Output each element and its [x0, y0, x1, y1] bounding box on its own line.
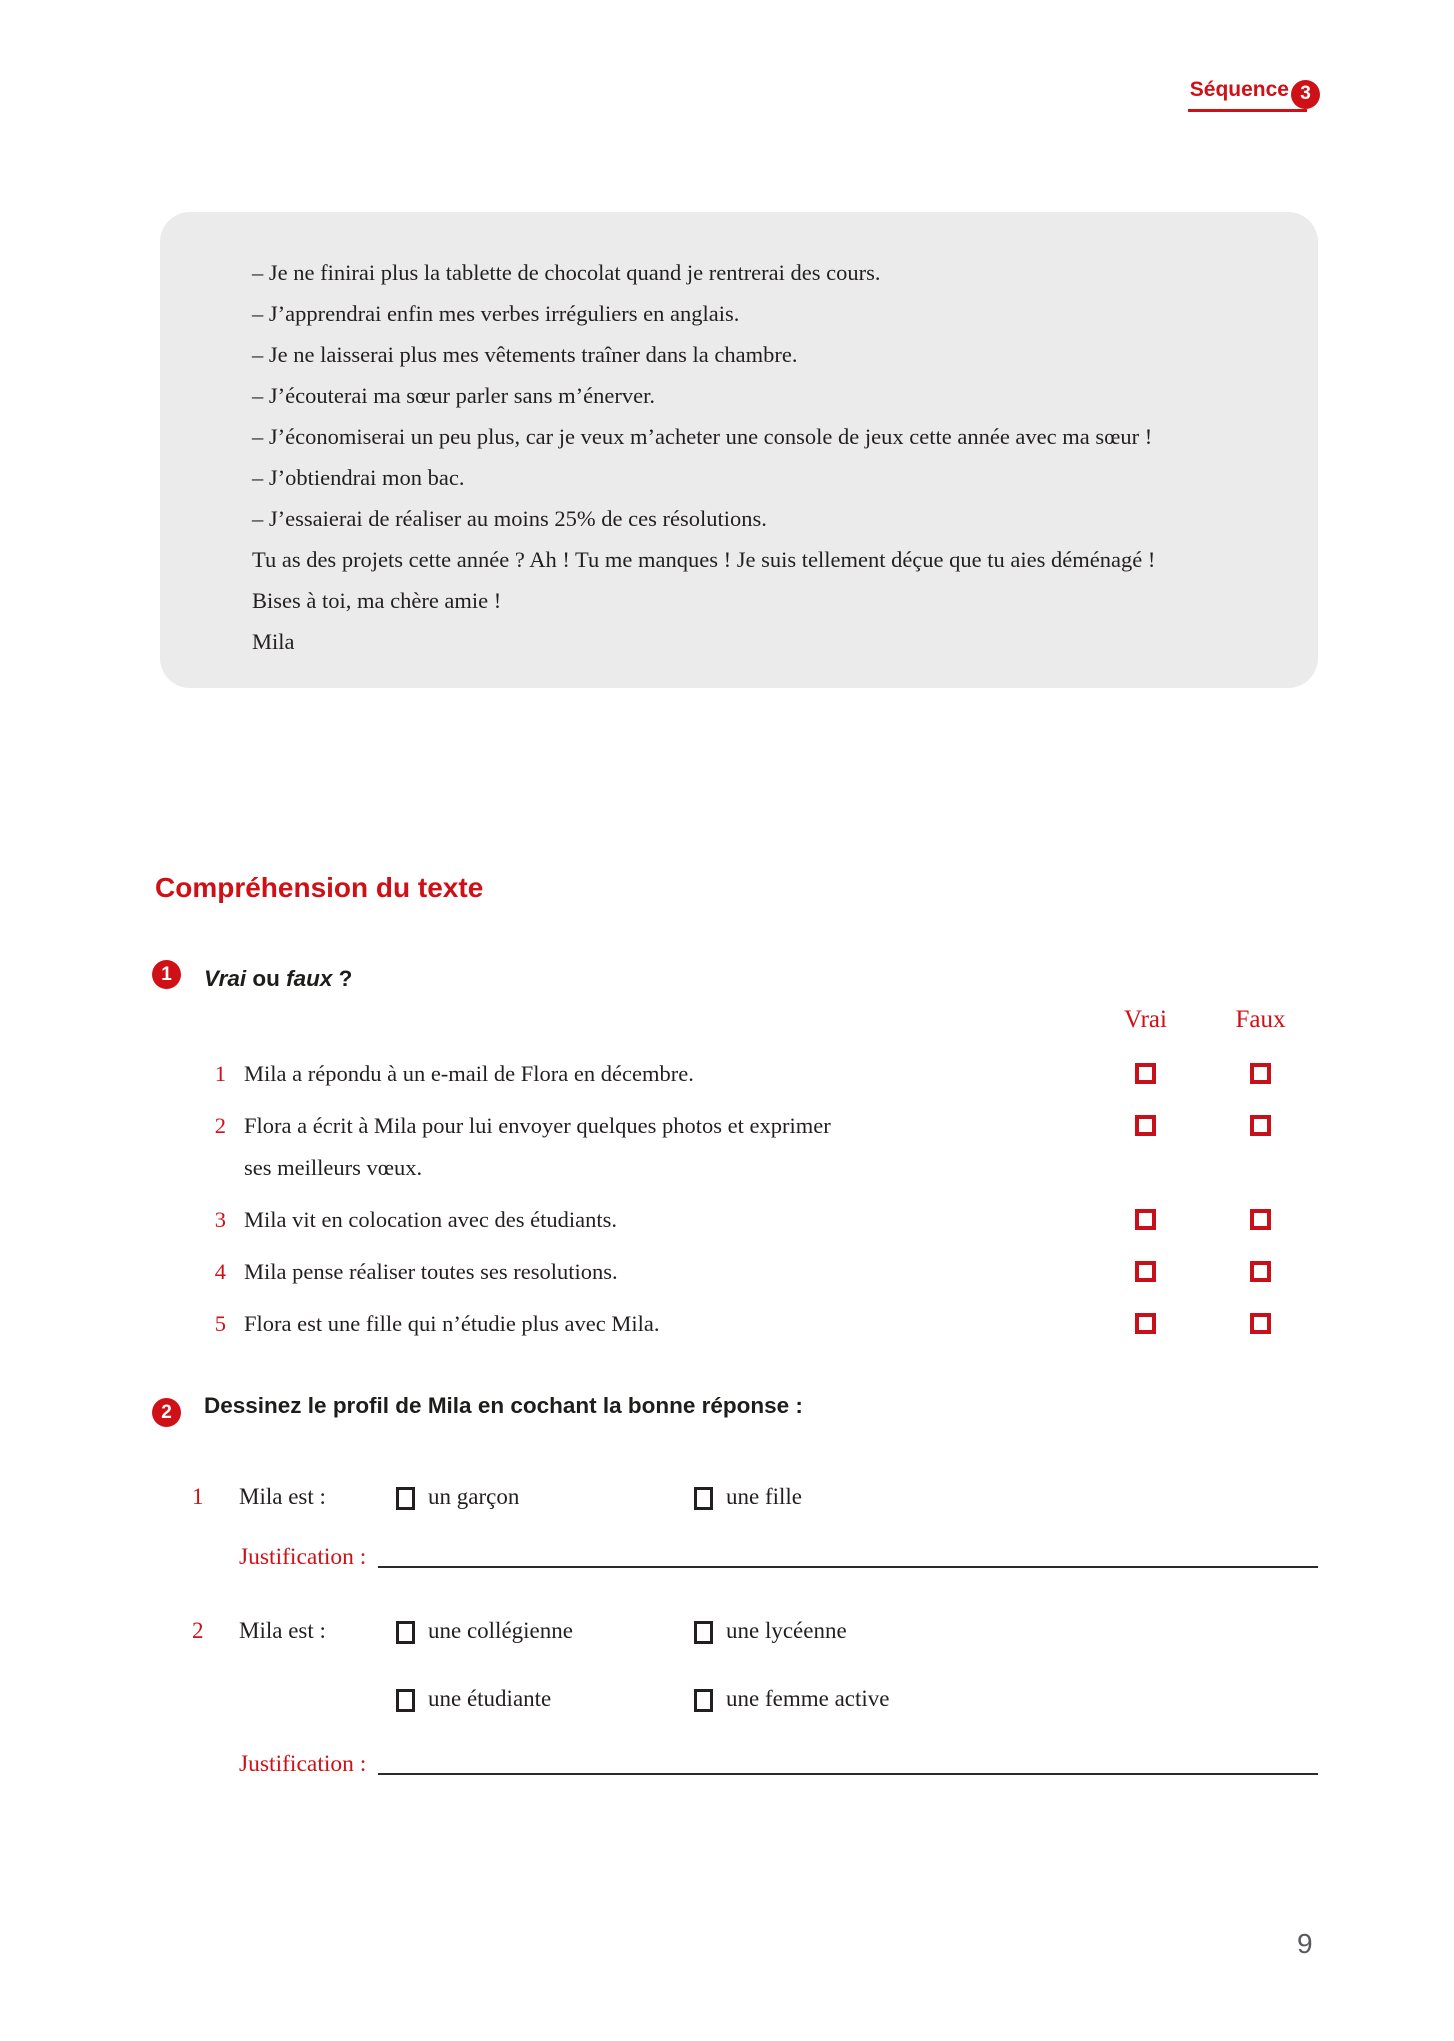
statement-text: Mila pense réaliser toutes ses resolutions. [244, 1259, 618, 1284]
page-number: 9 [1297, 1928, 1313, 1959]
option-label: une fille [726, 1484, 802, 1509]
letter-line: – Je ne finirai plus la tablette de chocolat quand je rentrerai des cours. [252, 260, 881, 285]
letter-line: – J’obtiendrai mon bac. [252, 465, 465, 490]
sequence-header [1188, 78, 1320, 112]
exercise1-title-suffix: ? [332, 966, 353, 991]
vrai-checkbox[interactable] [1135, 1115, 1156, 1136]
vrai-checkbox[interactable] [1135, 1261, 1156, 1282]
letter-line: – J’économiserai un peu plus, car je veux m’acheter une console de jeux cette année avec ma sœur ! [252, 424, 1153, 449]
item-label: Mila est : [239, 1618, 326, 1643]
section-title: Compréhension du texte [155, 872, 484, 903]
exercise2-number: 2 [161, 1401, 172, 1423]
faux-checkbox[interactable] [1250, 1063, 1271, 1084]
option-checkbox[interactable] [694, 1621, 713, 1644]
statement-row [200, 1303, 1318, 1345]
exercise1-title-word2: faux [286, 966, 333, 991]
letter-box [160, 212, 1318, 688]
option-checkbox[interactable] [396, 1621, 415, 1644]
letter-line: Bises à toi, ma chère amie ! [252, 588, 502, 613]
exercise1-title [204, 965, 352, 993]
option-checkbox[interactable] [694, 1689, 713, 1712]
column-header-vrai: Vrai [1124, 1006, 1167, 1033]
statement-row [200, 1251, 1318, 1293]
option [694, 1482, 992, 1512]
statement-number: 1 [214, 1061, 226, 1086]
statement-number: 2 [214, 1113, 226, 1138]
option [396, 1482, 694, 1512]
statement-text: Flora a écrit à Mila pour lui envoyer quelques photos et exprimer ses meilleurs vœux. [244, 1113, 831, 1180]
profile-item-row [192, 1616, 992, 1646]
option-label: un garçon [428, 1484, 520, 1509]
statement-number: 5 [214, 1311, 226, 1336]
faux-checkbox[interactable] [1250, 1261, 1271, 1282]
profile-item-row [192, 1482, 992, 1512]
item-label: Mila est : [239, 1484, 326, 1509]
letter-line: – Je ne laisserai plus mes vêtements traîner dans la chambre. [252, 342, 798, 367]
option-label: une étudiante [428, 1686, 552, 1711]
vrai-checkbox[interactable] [1135, 1063, 1156, 1084]
justification-line[interactable] [378, 1566, 1318, 1568]
item-number: 1 [192, 1484, 204, 1509]
vrai-checkbox[interactable] [1135, 1209, 1156, 1230]
faux-checkbox[interactable] [1250, 1115, 1271, 1136]
exercise2-title: Dessinez le profil de Mila en cochant la bonne réponse : [204, 1393, 803, 1418]
statement-text: Mila vit en colocation avec des étudiants. [244, 1207, 618, 1232]
letter-signature: Mila [252, 629, 295, 654]
sequence-label: Séquence [1188, 78, 1307, 112]
option-label: une collégienne [428, 1618, 573, 1643]
item-number: 2 [192, 1618, 204, 1643]
option-label: une femme active [726, 1686, 890, 1711]
exercise1-number: 1 [161, 963, 172, 985]
justification-row [239, 1542, 1318, 1572]
option-checkbox[interactable] [694, 1487, 713, 1510]
exercise1-title-word1: Vrai [204, 966, 247, 991]
true-false-header [200, 1005, 1318, 1035]
exercise1-badge [152, 960, 181, 989]
letter-line: – J’écouterai ma sœur parler sans m’énerver. [252, 383, 655, 408]
option [396, 1616, 694, 1646]
option-checkbox[interactable] [396, 1689, 415, 1712]
statement-number: 4 [214, 1259, 226, 1284]
justification-label: Justification : [239, 1544, 367, 1570]
option [694, 1684, 992, 1714]
option [694, 1616, 992, 1646]
statement-row [200, 1105, 1318, 1189]
faux-checkbox[interactable] [1250, 1209, 1271, 1230]
statement-number: 3 [214, 1207, 226, 1232]
faux-checkbox[interactable] [1250, 1313, 1271, 1334]
sequence-number-badge [1291, 80, 1320, 109]
option-label: une lycéenne [726, 1618, 847, 1643]
justification-line[interactable] [378, 1773, 1318, 1775]
letter-line: – J’essaierai de réaliser au moins 25% de ces résolutions. [252, 506, 767, 531]
exercise2-badge [152, 1398, 181, 1427]
exercise1-title-connector: ou [246, 966, 287, 991]
option-checkbox[interactable] [396, 1487, 415, 1510]
justification-label: Justification : [239, 1751, 367, 1777]
vrai-checkbox[interactable] [1135, 1313, 1156, 1334]
statement-text: Mila a répondu à un e-mail de Flora en décembre. [244, 1061, 694, 1086]
option [396, 1684, 694, 1714]
justification-row [239, 1749, 1318, 1779]
letter-line: Tu as des projets cette année ? Ah ! Tu me manques ! Je suis tellement déçue que tu aies déménagé ! [252, 547, 1156, 572]
letter-line: – J’apprendrai enfin mes verbes irréguliers en anglais. [252, 301, 740, 326]
true-false-table [200, 1005, 1318, 1355]
profile-item-row [192, 1684, 992, 1714]
statement-row [200, 1053, 1318, 1095]
column-header-faux: Faux [1235, 1006, 1286, 1033]
statement-row [200, 1199, 1318, 1241]
statement-text: Flora est une fille qui n’étudie plus avec Mila. [244, 1311, 660, 1336]
sequence-number: 3 [1300, 83, 1311, 104]
